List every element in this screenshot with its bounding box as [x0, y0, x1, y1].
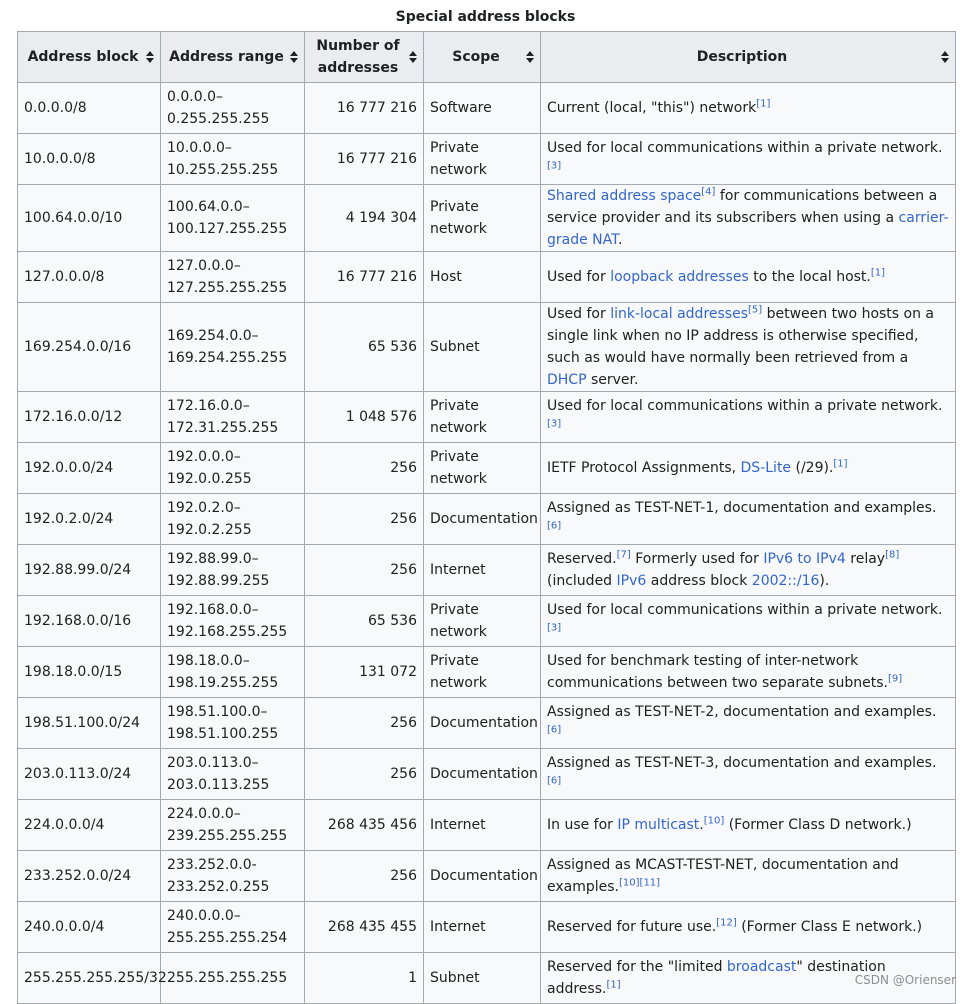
range-start: 224.0.0.0–	[167, 806, 241, 822]
address-range-cell	[161, 494, 305, 545]
table-row	[18, 902, 956, 953]
table-row	[18, 596, 956, 647]
sort-icon[interactable]	[526, 51, 534, 63]
description-text: " destination address.	[547, 959, 886, 997]
address-range-cell	[161, 185, 305, 252]
range-start: 203.0.113.0–	[167, 755, 259, 771]
header-address-range[interactable]	[161, 32, 305, 83]
header-row	[18, 32, 956, 83]
description-cell	[541, 902, 956, 953]
address-range-cell	[161, 83, 305, 134]
address-block-cell: 169.254.0.0/16	[18, 303, 161, 392]
table-row	[18, 83, 956, 134]
scope-cell: Subnet	[424, 953, 541, 1004]
address-block-cell: 100.64.0.0/10	[18, 185, 161, 252]
scope-cell: Internet	[424, 545, 541, 596]
description-text: Current (local, "this") network	[547, 100, 757, 116]
reference-sup	[547, 775, 561, 786]
scope-cell: Private network	[424, 443, 541, 494]
description-cell	[541, 851, 956, 902]
range-start: 100.64.0.0–	[167, 199, 250, 215]
address-block-cell: 224.0.0.0/4	[18, 800, 161, 851]
description-link[interactable]: loopback addresses	[610, 269, 749, 285]
description-text: (Former Class E network.)	[736, 919, 923, 935]
header-label: Address block	[27, 49, 139, 65]
address-count-cell: 16 777 216	[305, 134, 424, 185]
address-count-cell: 256	[305, 851, 424, 902]
reference-sup	[606, 979, 620, 990]
reference-sup	[617, 549, 631, 560]
reference-link[interactable]: [6]	[547, 775, 562, 787]
description-cell	[541, 698, 956, 749]
address-range-cell	[161, 443, 305, 494]
range-end: 198.19.255.255	[167, 675, 279, 691]
table-row	[18, 749, 956, 800]
scope-cell: Private network	[424, 392, 541, 443]
reference-link[interactable]: [12]	[716, 917, 737, 929]
scope-cell: Subnet	[424, 303, 541, 392]
scope-cell: Private network	[424, 647, 541, 698]
description-text: .	[618, 232, 623, 248]
description-link[interactable]: IPv6 to IPv4	[763, 551, 846, 567]
description-cell	[541, 749, 956, 800]
special-address-blocks-table	[17, 31, 956, 1004]
table-caption: Special address blocks	[395, 9, 576, 25]
scope-cell: Private network	[424, 134, 541, 185]
reference-link[interactable]: [11]	[639, 877, 661, 889]
address-block-cell: 198.51.100.0/24	[18, 698, 161, 749]
description-cell	[541, 252, 956, 303]
scope-cell: Documentation	[424, 494, 541, 545]
range-end: 172.31.255.255	[167, 420, 279, 436]
reference-sup	[701, 186, 715, 197]
scope-cell: Private network	[424, 185, 541, 252]
description-cell	[541, 494, 956, 545]
address-count-cell: 16 777 216	[305, 252, 424, 303]
range-start: 240.0.0.0–	[167, 908, 241, 924]
range-start: 0.0.0.0–	[167, 89, 223, 105]
description-text: Used for benchmark testing of inter-network communications between two separate subnets.	[547, 653, 888, 691]
reference-sup	[871, 267, 885, 278]
range-end: 233.252.0.255	[167, 879, 270, 895]
reference-link[interactable]: [1]	[756, 98, 771, 110]
reference-link[interactable]: [1]	[833, 458, 848, 470]
header-label: Description	[696, 49, 788, 65]
scope-cell: Host	[424, 252, 541, 303]
description-text: Used for local communications within a private network.	[547, 398, 943, 414]
reference-link[interactable]: [3]	[547, 160, 562, 172]
range-end: 100.127.255.255	[167, 221, 288, 237]
address-block-cell: 172.16.0.0/12	[18, 392, 161, 443]
address-count-cell: 256	[305, 545, 424, 596]
address-block-cell: 127.0.0.0/8	[18, 252, 161, 303]
range-end: 198.51.100.255	[167, 726, 279, 742]
range-end: 0.255.255.255	[167, 111, 270, 127]
reference-sup	[547, 622, 561, 633]
address-block-cell: 233.252.0.0/24	[18, 851, 161, 902]
table-row	[18, 392, 956, 443]
address-range-cell	[161, 392, 305, 443]
range-end: 192.88.99.255	[167, 573, 270, 589]
range-end: 127.255.255.255	[167, 280, 288, 296]
address-range-cell	[161, 596, 305, 647]
header-address-block[interactable]	[18, 32, 161, 83]
address-block-cell: 192.0.0.0/24	[18, 443, 161, 494]
description-cell	[541, 800, 956, 851]
description-text: between two hosts on a single link when no IP address is otherwise specified, such as would have normally been retrieved from a	[547, 306, 934, 366]
description-cell	[541, 647, 956, 698]
address-count-cell: 256	[305, 749, 424, 800]
reference-sup	[547, 520, 561, 531]
description-text: Used for	[547, 306, 611, 322]
description-cell	[541, 545, 956, 596]
reference-link[interactable]: [1]	[870, 267, 886, 279]
description-text: server.	[586, 372, 639, 388]
description-text: Used for local communications within a private network.	[547, 602, 943, 618]
table-row	[18, 185, 956, 252]
range-start: 198.18.0.0–	[167, 653, 250, 669]
reference-link[interactable]: [3]	[547, 418, 562, 430]
address-count-cell: 268 435 455	[305, 902, 424, 953]
watermark: CSDN @Orienser	[854, 973, 956, 987]
reference-link[interactable]: [9]	[888, 673, 903, 685]
table-row	[18, 647, 956, 698]
description-text: relay	[845, 551, 886, 567]
header-number-of-addresses[interactable]	[305, 32, 424, 83]
header-scope[interactable]	[424, 32, 541, 83]
description-text: Assigned as TEST-NET-2, documentation and examples.	[547, 704, 937, 720]
description-text: to the local host.	[748, 269, 871, 285]
description-link[interactable]: link-local addresses	[610, 306, 748, 322]
description-text: (Former Class D network.)	[724, 817, 912, 833]
sort-icon[interactable]	[290, 51, 298, 63]
table-row	[18, 252, 956, 303]
scope-cell: Documentation	[424, 698, 541, 749]
description-text: Reserved for future use.	[547, 919, 717, 935]
address-block-cell: 203.0.113.0/24	[18, 749, 161, 800]
address-count-cell: 65 536	[305, 596, 424, 647]
header-label: Number of addresses	[316, 38, 400, 76]
range-start: 10.0.0.0–	[167, 140, 232, 156]
range-start: 192.168.0.0–	[167, 602, 259, 618]
description-cell	[541, 596, 956, 647]
description-text: Assigned as TEST-NET-1, documentation and examples.	[547, 500, 937, 516]
description-link[interactable]: DHCP	[547, 372, 587, 388]
reference-sup	[885, 549, 899, 560]
address-count-cell: 65 536	[305, 303, 424, 392]
range-start: 172.16.0.0–	[167, 398, 250, 414]
sort-icon[interactable]	[941, 51, 949, 63]
address-block-cell: 198.18.0.0/15	[18, 647, 161, 698]
range-start: 233.252.0.0-	[167, 857, 257, 873]
description-text: Used for local communications within a private network.	[547, 140, 943, 156]
address-block-cell: 192.88.99.0/24	[18, 545, 161, 596]
range-end: 192.0.2.255	[167, 522, 252, 538]
address-count-cell: 256	[305, 698, 424, 749]
range-end: 192.168.255.255	[167, 624, 288, 640]
table-row	[18, 303, 956, 392]
reference-sup	[716, 917, 737, 928]
range-end: 255.255.255.254	[167, 930, 288, 946]
scope-cell: Private network	[424, 596, 541, 647]
table-row	[18, 851, 956, 902]
range-end: 203.0.113.255	[167, 777, 270, 793]
range-end: 192.0.0.255	[167, 471, 252, 487]
address-count-cell: 1 048 576	[305, 392, 424, 443]
reference-link[interactable]: [7]	[616, 549, 631, 561]
reference-link[interactable]: [10]	[619, 877, 640, 889]
address-range-cell	[161, 252, 305, 303]
reference-sup	[547, 724, 561, 735]
scope-cell: Internet	[424, 800, 541, 851]
reference-sup	[619, 877, 640, 888]
description-link[interactable]: 2002::/16	[751, 573, 820, 589]
range-start: 192.0.2.0–	[167, 500, 241, 516]
header-description[interactable]	[541, 32, 956, 83]
table-row	[18, 545, 956, 596]
address-count-cell: 131 072	[305, 647, 424, 698]
address-block-cell: 192.0.2.0/24	[18, 494, 161, 545]
scope-cell: Documentation	[424, 851, 541, 902]
scope-cell: Internet	[424, 902, 541, 953]
address-block-cell: 10.0.0.0/8	[18, 134, 161, 185]
table-row	[18, 698, 956, 749]
description-text: Used for	[547, 269, 611, 285]
description-text: Formerly used for	[630, 551, 764, 567]
sort-icon[interactable]	[146, 51, 154, 63]
description-cell	[541, 83, 956, 134]
range-start: 192.0.0.0–	[167, 449, 241, 465]
description-text: Reserved.	[547, 551, 617, 567]
address-range-cell	[161, 134, 305, 185]
reference-link[interactable]: [6]	[547, 520, 562, 532]
address-count-cell: 268 435 456	[305, 800, 424, 851]
address-range-cell	[161, 698, 305, 749]
reference-sup	[756, 98, 770, 109]
reference-sup	[833, 458, 847, 469]
reference-link[interactable]: [1]	[606, 979, 621, 991]
address-range-cell	[161, 851, 305, 902]
range-start: 127.0.0.0–	[167, 258, 241, 274]
header-label: Address range	[169, 49, 284, 65]
description-link[interactable]: IPv6	[616, 573, 647, 589]
range-end: 10.255.255.255	[167, 162, 279, 178]
scope-cell: Documentation	[424, 749, 541, 800]
reference-sup	[748, 304, 762, 315]
description-text: address block	[646, 573, 752, 589]
address-count-cell: 4 194 304	[305, 185, 424, 252]
reference-link[interactable]: [4]	[701, 186, 716, 198]
description-link[interactable]: Shared address space	[547, 188, 702, 204]
description-link[interactable]: IP multicast	[617, 817, 700, 833]
description-text: ).	[819, 573, 830, 589]
table-row	[18, 134, 956, 185]
address-count-cell: 256	[305, 494, 424, 545]
description-text: IETF Protocol Assignments,	[547, 460, 741, 476]
table-row	[18, 443, 956, 494]
address-count-cell: 1	[305, 953, 424, 1004]
table-row	[18, 494, 956, 545]
description-link[interactable]: carrier-grade NAT	[547, 210, 949, 248]
description-link[interactable]: DS-Lite	[740, 460, 792, 476]
range-start: 169.254.0.0–	[167, 328, 259, 344]
address-count-cell: 256	[305, 443, 424, 494]
description-text: Assigned as TEST-NET-3, documentation and examples.	[547, 755, 937, 771]
description-text: for communications between a service provider and its subscribers when using a	[547, 188, 938, 226]
description-cell	[541, 392, 956, 443]
reference-link[interactable]: [8]	[885, 549, 900, 561]
reference-link[interactable]: [10]	[703, 815, 725, 827]
scope-cell: Software	[424, 83, 541, 134]
range-start: 255.255.255.255	[167, 970, 288, 986]
address-range-cell	[161, 749, 305, 800]
address-block-cell: 192.168.0.0/16	[18, 596, 161, 647]
reference-sup	[888, 673, 902, 684]
range-end: 239.255.255.255	[167, 828, 288, 844]
address-block-cell: 240.0.0.0/4	[18, 902, 161, 953]
address-block-cell: 255.255.255.255/32	[18, 953, 161, 1004]
description-cell	[541, 443, 956, 494]
range-start: 198.51.100.0–	[167, 704, 268, 720]
description-text: .	[699, 817, 704, 833]
sort-icon[interactable]	[409, 51, 417, 63]
header-label: Scope	[452, 49, 500, 65]
reference-sup	[640, 877, 661, 888]
reference-link[interactable]: [6]	[547, 724, 562, 736]
description-text: In use for	[547, 817, 618, 833]
description-link[interactable]: broadcast	[726, 959, 797, 975]
description-cell	[541, 134, 956, 185]
table-row	[18, 800, 956, 851]
reference-link[interactable]: [5]	[748, 304, 763, 316]
description-text: Reserved for the "limited	[547, 959, 727, 975]
address-block-cell: 0.0.0.0/8	[18, 83, 161, 134]
address-count-cell: 16 777 216	[305, 83, 424, 134]
reference-sup	[704, 815, 725, 826]
range-start: 192.88.99.0–	[167, 551, 259, 567]
address-range-cell	[161, 647, 305, 698]
description-text: Assigned as MCAST-TEST-NET, documentation and examples.	[547, 857, 899, 895]
description-cell	[541, 303, 956, 392]
reference-sup	[547, 418, 561, 429]
address-range-cell	[161, 303, 305, 392]
range-end: 169.254.255.255	[167, 350, 288, 366]
reference-link[interactable]: [3]	[547, 622, 562, 634]
address-range-cell	[161, 902, 305, 953]
description-text: (included	[547, 573, 617, 589]
reference-sup	[547, 160, 561, 171]
description-text: (/29).	[791, 460, 834, 476]
address-range-cell	[161, 545, 305, 596]
description-cell	[541, 185, 956, 252]
address-range-cell	[161, 800, 305, 851]
